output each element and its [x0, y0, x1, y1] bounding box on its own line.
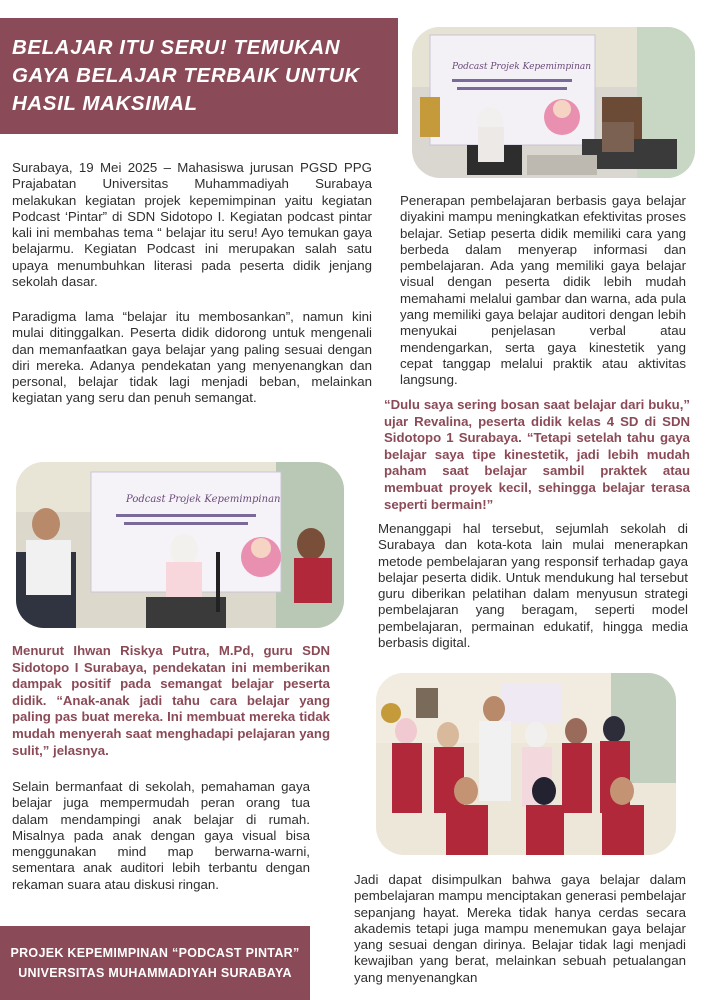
svg-text:Podcast Projek Kepemimpinan: Podcast Projek Kepemimpinan [126, 494, 281, 505]
paragraph-implementation: Penerapan pembelajaran berbasis gaya belajar diyakini mampu meningkatkan efektivitas proses belajar. Setiap peserta didik memiliki cara yang berbeda dalam menyerap informasi dan pembelajaran. Ada yang memiliki gaya belajar visual dengan peserta didik lebih mudah memahami melalui gambar dan warna, ada pula yang memiliki gaya belajar auditori dengan lebih menyukai penjelasan verbal atau mendengarkan, serta gaya kinestetik yang cepat tanggap melalui praktik atau aktivitas langsung. [400, 193, 686, 388]
article-title: BELAJAR ITU SERU! TEMUKAN GAYA BELAJAR TERBAIK UNTUK HASIL MAKSIMAL [12, 36, 360, 115]
footer-banner [0, 926, 310, 1000]
banner-script-text: Podcast Projek Kepemimpinan [452, 62, 592, 72]
photo-group [376, 673, 676, 855]
paragraph-parents: Selain bermanfaat di sekolah, pemahaman gaya belajar juga mempermudah peran orang tua dalam mendampingi anak belajar di rumah. Misalnya pada anak dengan gaya visual bisa menggunakan mind map berwarna-warni, sementara anak auditori lebih terbantu dengan rekaman suara atau diskusi ringan. [12, 779, 310, 892]
paragraph-paradigm: Paradigma lama “belajar itu membosankan”, namun kini mulai ditinggalkan. Peserta didik didorong untuk mengenali dan memanfaatkan gaya belajar yang paling sesuai dengan diri mereka. Adanya pendekatan yang menyenangkan dan personal, belajar tidak lagi menjadi beban, melainkan kegiatan yang seru dan penuh semangat. [12, 309, 372, 406]
photo-podcast-session [412, 27, 695, 178]
footer-line-project: PROJEK KEPEMIMPINAN “PODCAST PINTAR” [10, 946, 300, 960]
paragraph-response: Menanggapi hal tersebut, sejumlah sekolah di Surabaya dan kota-kota lain mulai menerapkan metode pembelajaran yang responsif terhadap gaya belajar peserta didik. Untuk mendukung hal tersebut guru diberikan pelatihan dalam menyusun strategi pembelajaran yang beragam, seperti model pembelajaran, permainan edukatif, hingga media berbasis digital. [378, 521, 688, 651]
footer-line-university: UNIVERSITAS MUHAMMADIYAH SURABAYA [18, 966, 292, 980]
quote-teacher: Menurut Ihwan Riskya Putra, M.Pd, guru SDN Sidotopo I Surabaya, pendekatan ini memberikan dampak positif pada semangat belajar peserta didik. “Anak-anak jadi tahu cara belajar yang paling pas buat mereka. Ini membuat mereka tidak mudah menyerah saat menghadapi pelajaran yang sulit,” jelasnya. [12, 643, 330, 758]
photo-teacher-interview [16, 462, 344, 628]
paragraph-conclusion: Jadi dapat disimpulkan bahwa gaya belajar dalam pembelajaran mampu menciptakan generasi pembelajar sepanjang hayat. Mereka tidak hanya cerdas secara akademis tetapi juga mampu menemukan gaya belajar yang sesuai dengan dirinya. Belajar tidak lagi menjadi kewajiban yang berat, melainkan sebuah petualangan yang menyenangkan [354, 872, 686, 985]
paragraph-intro: Surabaya, 19 Mei 2025 – Mahasiswa jurusan PGSD PPG Prajabatan Universitas Muhammadiyah Surabaya melakukan kegiatan projek kepemimpinan yaitu kegiatan Podcast ‘Pintar” di SDN Sidotopo I. Kegiatan podcast pintar kali ini membahas tema “ belajar itu seru! Ayo temukan gaya belajarmu. Kegiatan Podcast ini merupakan salah satu upaya menumbuhkan literasi pada peserta didik jenjang sekolah dasar. [12, 160, 372, 290]
quote-revalina: “Dulu saya sering bosan saat belajar dari buku,” ujar Revalina, peserta didik kelas 4 SD di SDN Sidotopo 1 Surabaya. “Tetapi setelah tahu gaya belajar saya tipe kinestetik, jadi lebih mudah paham saat belajar sambil praktek atau membuat proyek kecil, sehingga belajar terasa seperti bermain!” [384, 397, 690, 512]
title-banner [0, 18, 398, 134]
